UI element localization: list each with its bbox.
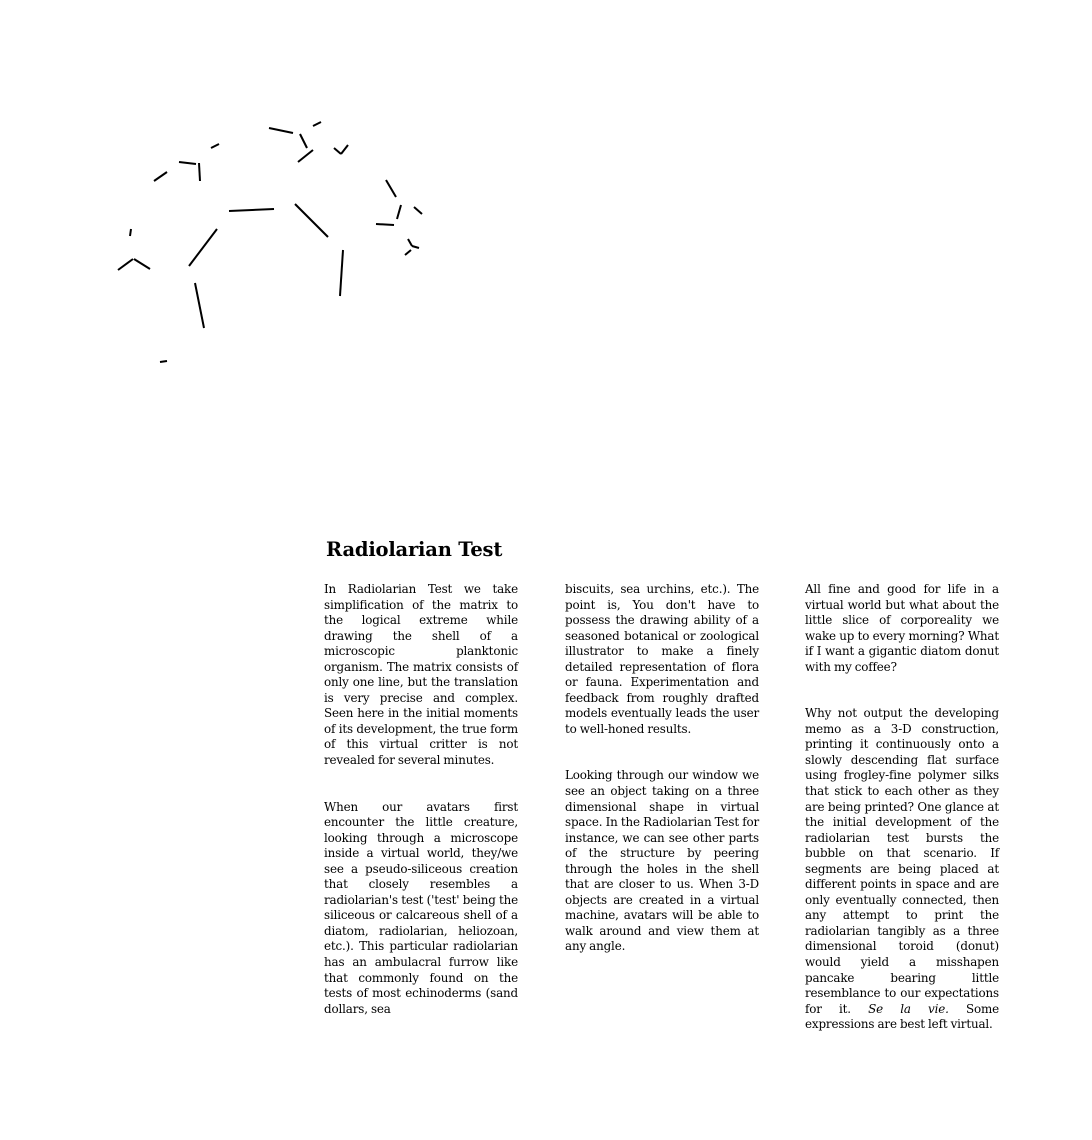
drawing-segment (269, 128, 293, 133)
closing-sentence: Some expressions are best left virtual. (805, 1001, 999, 1032)
text-column-2 (565, 582, 759, 955)
drawing-segment (408, 239, 412, 246)
paragraph: Looking through our window we see an object taking on a three dimensional shape in virtual space. In the Radiolarian Test for instance, we can see other parts of the structure by peering through the holes in the shell that are closer to us. When 3-D objects are created in a virtual machine, avatars will be able to walk around and view them at any angle. (565, 768, 759, 954)
drawing-segment (341, 145, 348, 154)
drawing-segment (397, 205, 401, 219)
italic-phrase: Se la vie. (868, 1001, 949, 1016)
drawing-segment (313, 122, 321, 126)
drawing-segment (414, 207, 422, 214)
drawing-segment (334, 148, 341, 154)
drawing-segment (195, 283, 204, 328)
text-column-1 (324, 582, 518, 1017)
drawing-segment (154, 172, 167, 181)
drawing-segment (386, 180, 396, 197)
drawing-segment (340, 250, 343, 296)
drawing-segment (229, 209, 274, 211)
drawing-segment (376, 224, 394, 225)
drawing-segment (295, 204, 328, 237)
paragraph: In Radiolarian Test we take simplification of the matrix to the logical extreme while drawing the shell of a microscopic planktonic organism. The matrix consists of only one line, but the translation is very precise and complex. Seen here in the initial moments of its development, the true form of this virtual critter is not revealed for several minutes. (324, 582, 518, 768)
drawing-segment (211, 144, 219, 148)
drawing-segment (298, 150, 313, 162)
drawing-segment (160, 361, 167, 362)
drawing-segment (189, 229, 217, 266)
radiolarian-drawing (0, 0, 1092, 420)
paragraph: biscuits, sea urchins, etc.). The point is, You don't have to possess the drawing ability of a seasoned botanical or zoological illustrator to make a finely detailed representation of flora or fauna. Experimentation and feedback from roughly drafted models eventually leads the user to well-honed results. (565, 582, 759, 736)
drawing-segment (134, 259, 150, 269)
drawing-segment (179, 162, 196, 164)
paragraph (805, 706, 999, 1032)
drawing-segment (405, 250, 411, 255)
drawing-segment (118, 259, 133, 270)
drawing-segment (412, 246, 419, 248)
paragraph-text: Why not output the developing memo as a 3-D construction, printing it continuously onto a slowly descending flat surface using frogley-fine polymer silks that stick to each other as they are being printed? One glance at the initial development of the radiolarian test bursts the bubble on that scenario. If segments are being placed at different points in space and are only eventually connected, then any attempt to print the radiolarian tangibly as a three dimensional toroid (donut) would yield a misshapen pancake bearing little resemblance to our expectations for it. (805, 706, 999, 1016)
article-title: Radiolarian Test (326, 538, 503, 561)
drawing-segment (300, 134, 307, 148)
paragraph: All fine and good for life in a virtual world but what about the little slice of corporeality we wake up to every morning? What if I want a gigantic diatom donut with my coffee? (805, 582, 999, 674)
paragraph: When our avatars first encounter the little creature, looking through a microscope inside a virtual world, they/we see a pseudo-siliceous creation that closely resembles a radiolarian's test ('test' being the siliceous or calcareous shell of a diatom, radiolarian, heliozoan, etc.). This particular radiolarian has an ambulacral furrow like that commonly found on the tests of most echinoderms (sand dollars, sea (324, 799, 518, 1016)
drawing-segment (199, 163, 200, 181)
text-column-3 (805, 582, 999, 1033)
drawing-segment (130, 229, 131, 236)
